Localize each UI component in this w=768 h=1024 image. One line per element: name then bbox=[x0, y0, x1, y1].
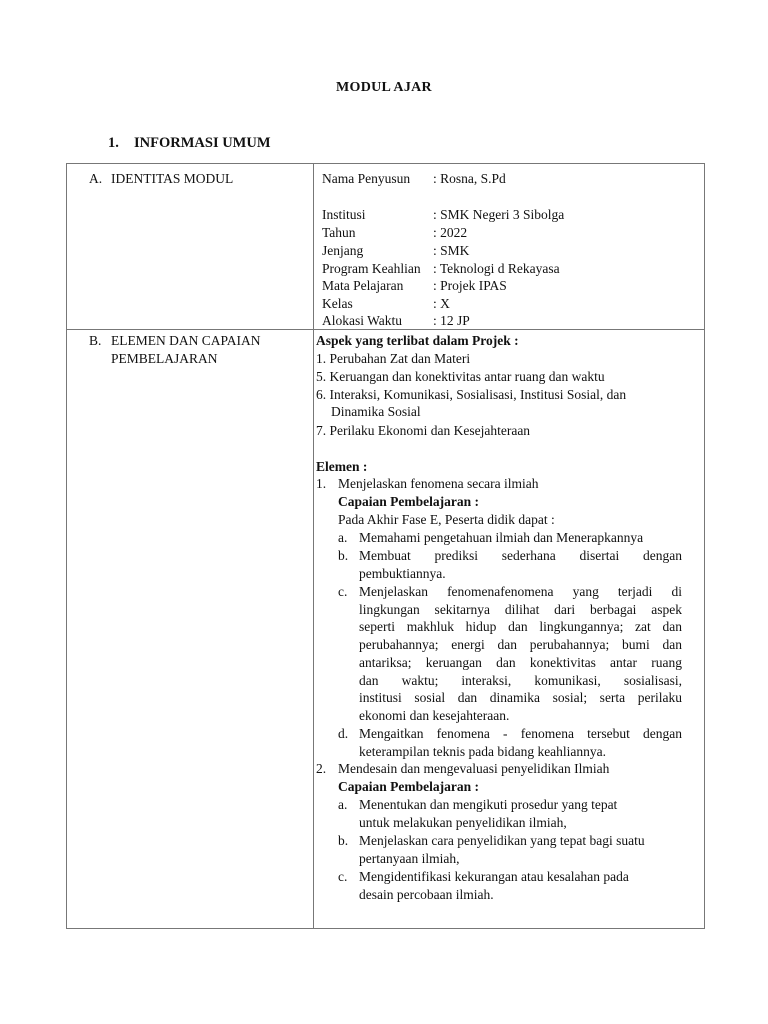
field-value: : Rosna, S.Pd bbox=[433, 171, 506, 186]
item-text: perubahannya; energi dan perubahannya; bumi dan bbox=[359, 637, 682, 652]
elemen-number: 1. bbox=[316, 476, 327, 491]
aspek-item: 1. Perubahan Zat dan Materi bbox=[316, 351, 471, 366]
field-value: : Projek IPAS bbox=[433, 278, 507, 293]
field-key: Mata Pelajaran bbox=[322, 278, 404, 293]
field-value: : SMK Negeri 3 Sibolga bbox=[433, 207, 565, 222]
item-text: institusi sosial dan dinamika sosial; serta perilaku bbox=[359, 690, 682, 705]
section-title: INFORMASI UMUM bbox=[134, 135, 271, 151]
row-b-letter: B. bbox=[89, 333, 102, 348]
section-number: 1. bbox=[108, 135, 119, 151]
item-letter: c. bbox=[338, 869, 348, 884]
elemen-number: 2. bbox=[316, 761, 327, 776]
field-value: : 12 JP bbox=[433, 313, 470, 328]
capaian-heading: Capaian Pembelajaran : bbox=[338, 494, 479, 509]
row-b-label-line1: ELEMEN DAN CAPAIAN bbox=[111, 333, 261, 348]
row-a-letter: A. bbox=[89, 171, 103, 186]
item-text: antariksa; keruangan dan konektivitas antar ruang bbox=[359, 655, 682, 670]
item-text: Mengidentifikasi kekurangan atau kesalahan pada bbox=[359, 869, 629, 884]
item-letter: d. bbox=[338, 726, 349, 741]
elemen-text: Mendesain dan mengevaluasi penyelidikan Ilmiah bbox=[338, 761, 610, 776]
item-text: Membuat prediksi sederhana disertai dengan bbox=[359, 548, 682, 563]
item-text: Memahami pengetahuan ilmiah dan Menerapkannya bbox=[359, 530, 644, 545]
aspek-item-continuation: Dinamika Sosial bbox=[331, 404, 421, 419]
item-text: seperti makhluk hidup dan lingkungannya; zat dan bbox=[359, 619, 682, 634]
item-text: desain percobaan ilmiah. bbox=[359, 887, 494, 902]
item-letter: c. bbox=[338, 584, 348, 599]
field-value: : Teknologi d Rekayasa bbox=[433, 261, 560, 276]
field-key: Alokasi Waktu bbox=[322, 313, 403, 328]
field-key: Jenjang bbox=[322, 243, 364, 258]
field-value: : 2022 bbox=[433, 225, 468, 240]
field-key: Kelas bbox=[322, 296, 353, 311]
aspek-item: 6. Interaksi, Komunikasi, Sosialisasi, Institusi Sosial, dan bbox=[316, 387, 627, 402]
item-text: dan waktu; interaksi, komunikasi, sosialisasi, bbox=[359, 673, 682, 688]
row-b-label-line2: PEMBELAJARAN bbox=[111, 351, 218, 366]
info-table bbox=[66, 163, 705, 929]
aspek-item: 5. Keruangan dan konektivitas antar ruang dan waktu bbox=[316, 369, 605, 384]
item-text: pertanyaan ilmiah, bbox=[359, 851, 460, 866]
capaian-heading: Capaian Pembelajaran : bbox=[338, 779, 479, 794]
elemen-heading: Elemen : bbox=[316, 459, 368, 474]
item-text: pembuktiannya. bbox=[359, 566, 446, 581]
capaian-intro: Pada Akhir Fase E, Peserta didik dapat : bbox=[338, 512, 555, 527]
field-key: Institusi bbox=[322, 207, 366, 222]
column-divider bbox=[313, 164, 314, 928]
item-text: keterampilan teknis pada bidang keahliannya. bbox=[359, 744, 607, 759]
item-text: Menentukan dan mengikuti prosedur yang tepat bbox=[359, 797, 618, 812]
item-text: ekonomi dan kesejahteraan. bbox=[359, 708, 510, 723]
document-title: MODUL AJAR bbox=[336, 80, 432, 95]
item-letter: b. bbox=[338, 548, 349, 563]
section-heading bbox=[108, 135, 271, 152]
item-letter: b. bbox=[338, 833, 349, 848]
row-a-label: IDENTITAS MODUL bbox=[111, 171, 234, 186]
field-key: Nama Penyusun bbox=[322, 171, 411, 186]
item-text: Menjelaskan cara penyelidikan yang tepat bagi suatu bbox=[359, 833, 645, 848]
item-text: Menjelaskan fenomenafenomena yang terjadi di bbox=[359, 584, 682, 599]
field-value: : X bbox=[433, 296, 450, 311]
item-text: Mengaitkan fenomena - fenomena tersebut dengan bbox=[359, 726, 682, 741]
field-value: : SMK bbox=[433, 243, 470, 258]
item-text: untuk melakukan penyelidikan ilmiah, bbox=[359, 815, 567, 830]
elemen-text: Menjelaskan fenomena secara ilmiah bbox=[338, 476, 539, 491]
aspek-item: 7. Perilaku Ekonomi dan Kesejahteraan bbox=[316, 423, 531, 438]
item-letter: a. bbox=[338, 530, 348, 545]
aspek-heading: Aspek yang terlibat dalam Projek : bbox=[316, 333, 519, 348]
item-letter: a. bbox=[338, 797, 348, 812]
field-key: Program Keahlian bbox=[322, 261, 421, 276]
item-text: lingkungan sekitarnya dilihat dari berbagai aspek bbox=[359, 602, 682, 617]
field-key: Tahun bbox=[322, 225, 356, 240]
